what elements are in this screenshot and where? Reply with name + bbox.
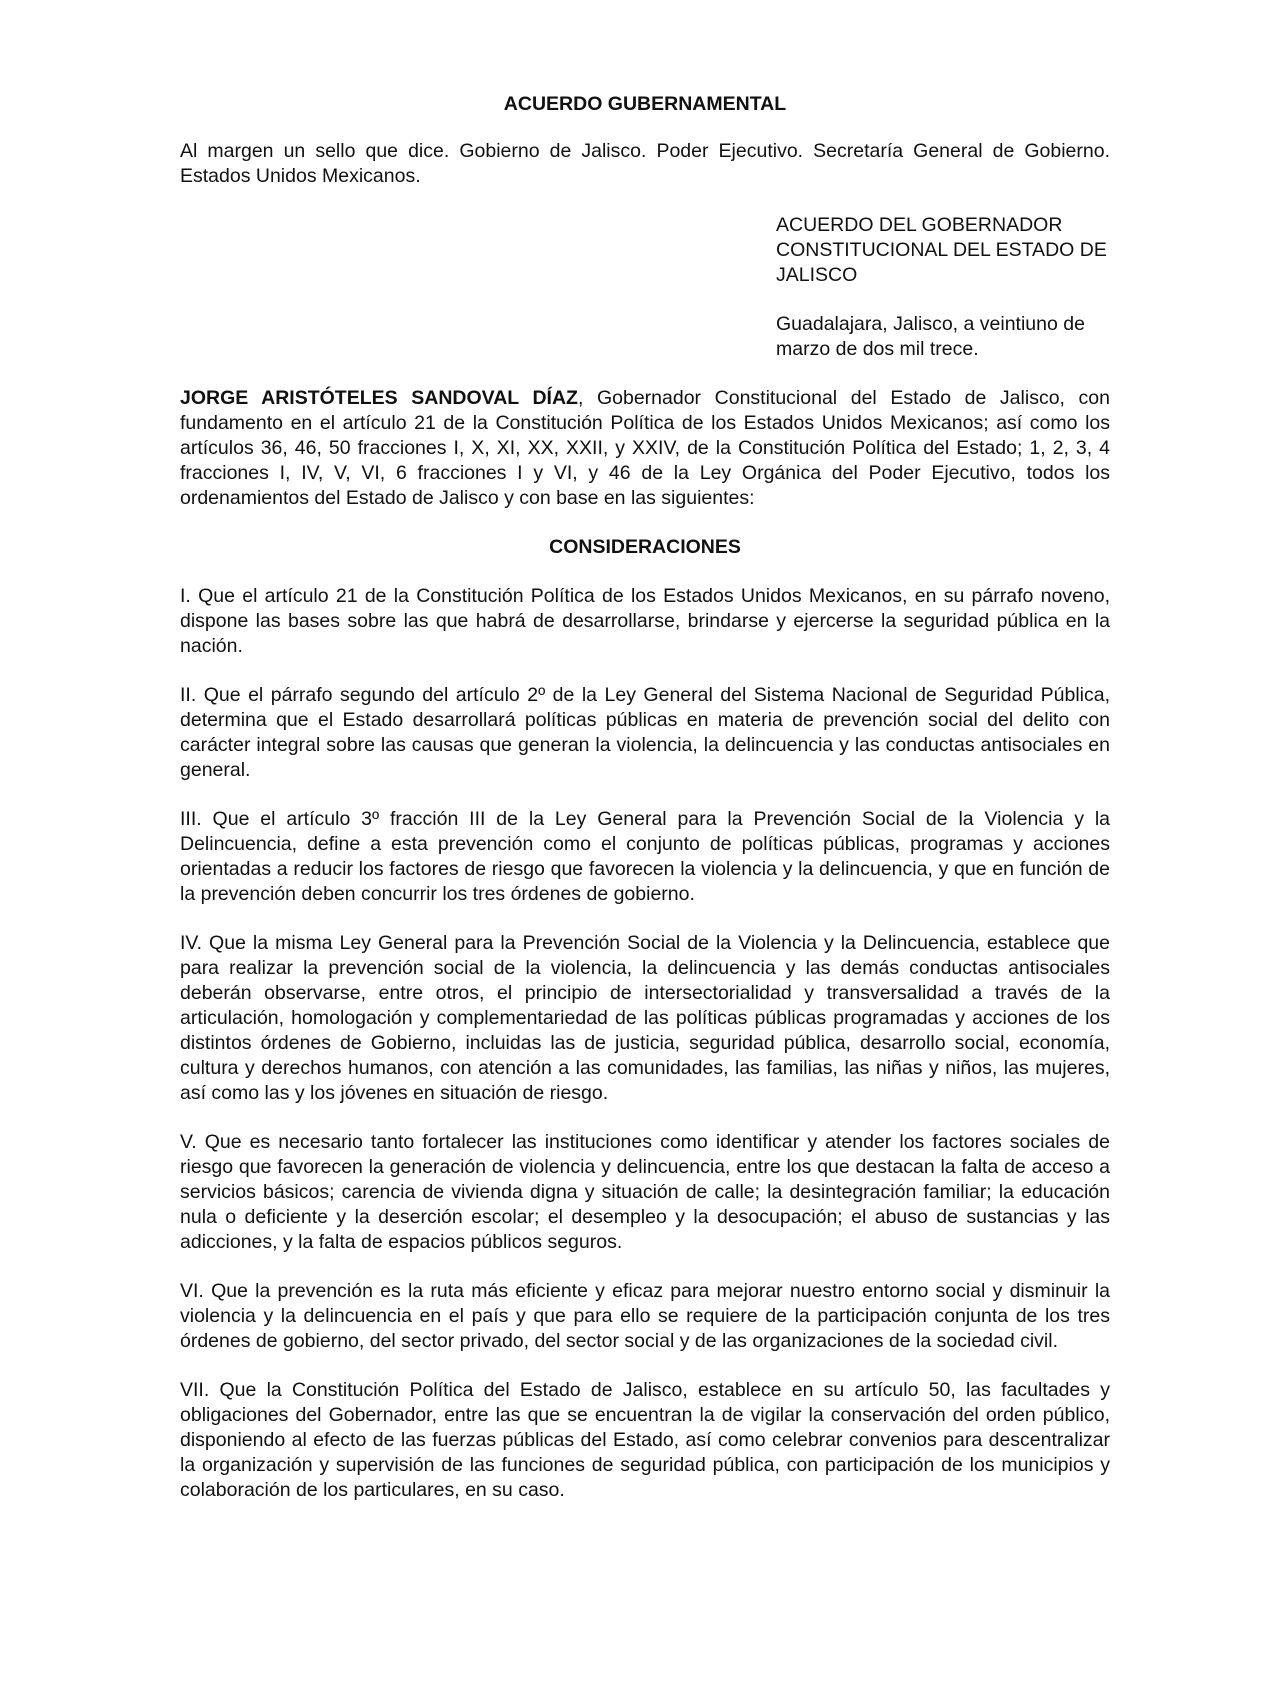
considerations-heading: CONSIDERACIONES	[549, 536, 741, 558]
consideration-iv: IV. Que la misma Ley General para la Prevención Social de la Violencia y la Delincuencia, establece que para realizar la prevención social de la violencia, la delincuencia y las demás conductas antisociales deberán observarse, entre otros, el principio de intersectorialidad y transversalidad a través de la articulación, homologación y complementariedad de las políticas públicas programadas y acciones de los distintos órdenes de Gobierno, incluidas las de justicia, seguridad pública, desarrollo social, economía, cultura y derechos humanos, con atención a las comunidades, las familias, las niñas y niños, las mujeres, así como las y los jóvenes en situación de riesgo.	[180, 932, 1110, 1104]
agreement-heading: ACUERDO DEL GOBERNADOR CONSTITUCIONAL DEL ESTADO DE JALISCO	[776, 214, 1107, 286]
margin-note: Al margen un sello que dice. Gobierno de Jalisco. Poder Ejecutivo. Secretaría General de Gobierno. Estados Unidos Mexicanos.	[180, 140, 1110, 187]
consideration-v: V. Que es necesario tanto fortalecer las instituciones como identificar y atender los factores sociales de riesgo que favorecen la generación de violencia y delincuencia, entre los que destacan la falta de acceso a servicios básicos; carencia de vivienda digna y situación de calle; la desintegración familiar; la educación nula o deficiente y la deserción escolar; el desempleo y la desocupación; el abuso de sustancias y las adicciones, y la falta de espacios públicos seguros.	[180, 1131, 1110, 1253]
place-date: Guadalajara, Jalisco, a veintiuno de marzo de dos mil trece.	[776, 313, 1085, 360]
document-content	[180, 92, 1110, 1527]
consideration-ii: II. Que el párrafo segundo del artículo 2º de la Ley General del Sistema Nacional de Seguridad Pública, determina que el Estado desarrollará políticas públicas en materia de prevención social del delito con carácter integral sobre las causas que generan la violencia, la delincuencia y las conductas antisociales en general.	[180, 684, 1110, 781]
consideration-vii: VII. Que la Constitución Política del Estado de Jalisco, establece en su artículo 50, las facultades y obligaciones del Gobernador, entre las que se encuentran la de vigilar la conservación del orden público, disponiendo al efecto de las fuerzas públicas del Estado, así como celebrar convenios para descentralizar la organización y supervisión de las funciones de seguridad pública, con participación de los municipios y colaboración de los particulares, en su caso.	[180, 1379, 1110, 1501]
consideration-i: I. Que el artículo 21 de la Constitución Política de los Estados Unidos Mexicanos, en su párrafo noveno, dispone las bases sobre las que habrá de desarrollarse, brindarse y ejercerse la seguridad pública en la nación.	[180, 585, 1110, 657]
governor-name: JORGE ARISTÓTELES SANDOVAL DÍAZ	[180, 387, 578, 409]
intro-text: , Gobernador Constitucional del Estado de Jalisco, con fundamento en el artículo 21 de la Constitución Política de los Estados Unidos Mexicanos; así como los artículos 36, 46, 50 fracciones I, X, XI, XX, XXII, y XXIV, de la Constitución Política del Estado; 1, 2, 3, 4 fracciones I, IV, V, VI, 6 fracciones I y VI, y 46 de la Ley Orgánica del Poder Ejecutivo, todos los ordenamientos del Estado de Jalisco y con base en las siguientes:	[180, 387, 1110, 509]
consideration-iii: III. Que el artículo 3º fracción III de la Ley General para la Prevención Social de la Violencia y la Delincuencia, define a esta prevención como el conjunto de políticas públicas, programas y acciones orientadas a reducir los factores de riesgo que favorecen la violencia y la delincuencia, y que en función de la prevención deben concurrir los tres órdenes de gobierno.	[180, 808, 1110, 905]
intro-paragraph	[180, 386, 1110, 511]
consideration-vi: VI. Que la prevención es la ruta más eficiente y eficaz para mejorar nuestro entorno social y disminuir la violencia y la delincuencia en el país y que para ello se requiere de la participación conjunta de los tres órdenes de gobierno, del sector privado, del sector social y de las organizaciones de la sociedad civil.	[180, 1280, 1110, 1352]
document-title: ACUERDO GUBERNAMENTAL	[503, 93, 787, 115]
